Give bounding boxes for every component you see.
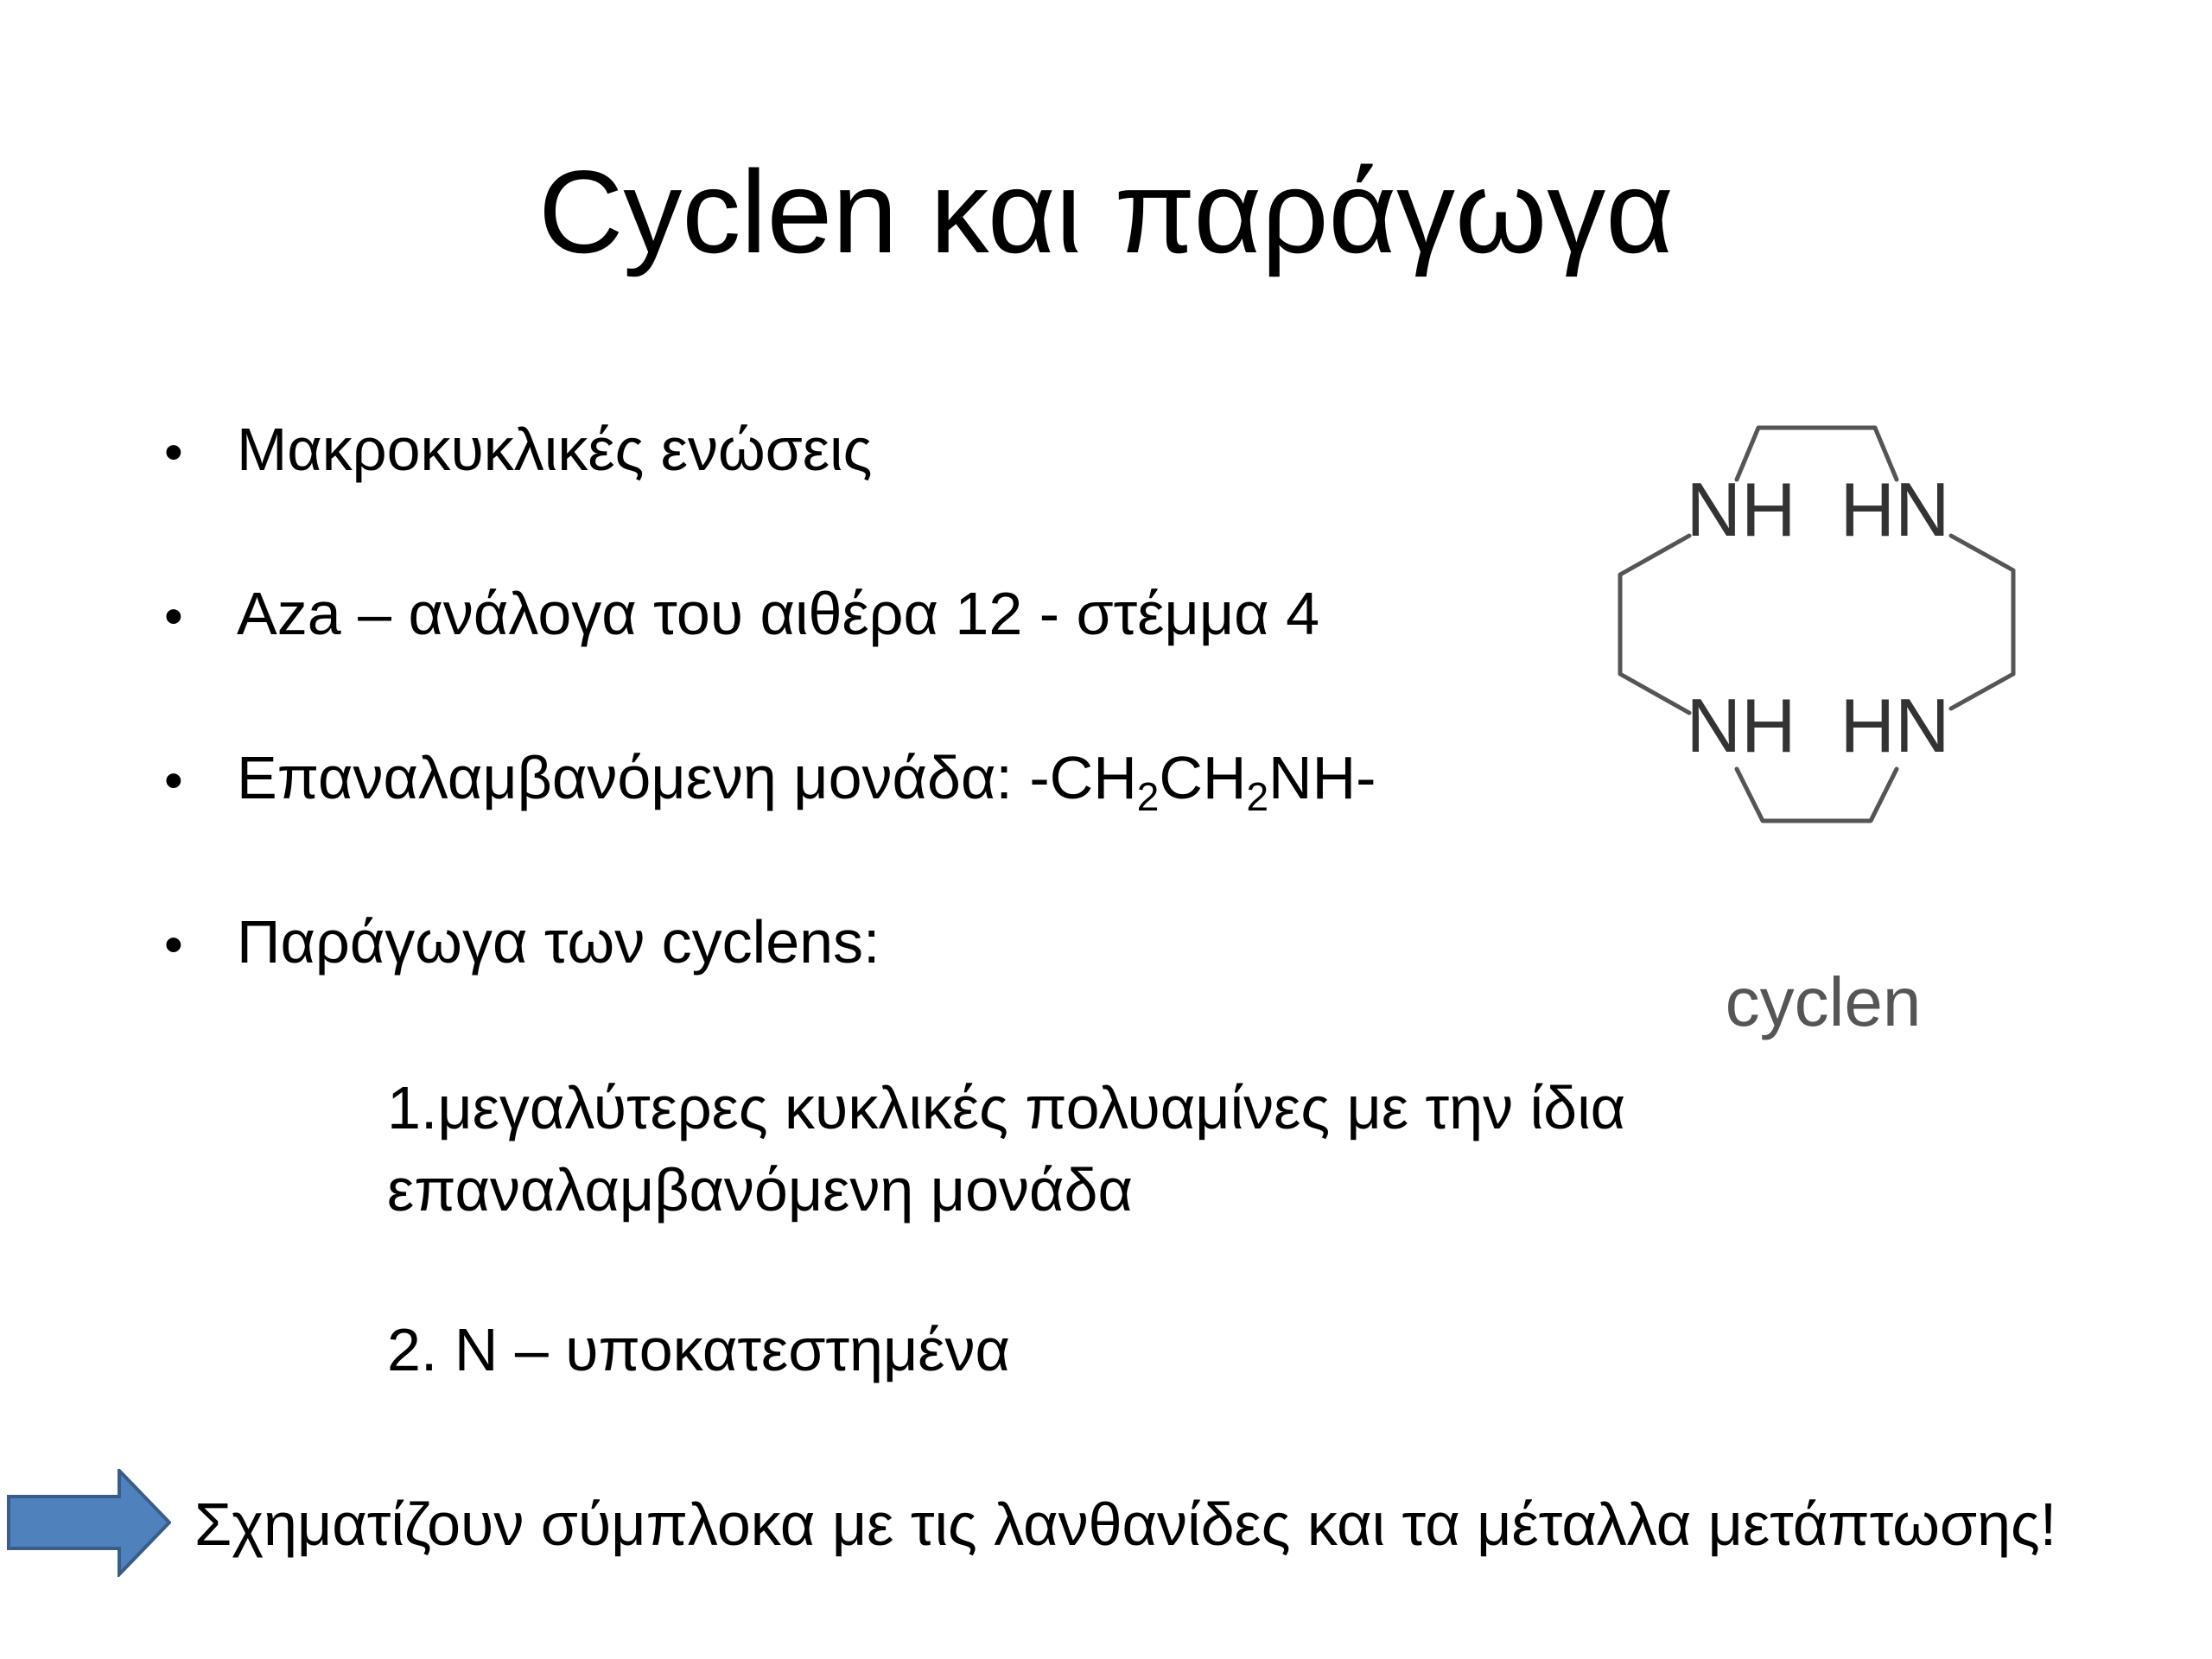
nitrogen-label-bottom-left: NH — [1686, 683, 1796, 768]
bullet-text: Παράγωγα των cyclens: — [237, 908, 880, 976]
bullet-cyclen-derivatives — [164, 903, 880, 984]
formula-subscript: 2 — [1136, 774, 1160, 819]
bond-right — [1951, 536, 2013, 709]
molecule-caption: cyclen — [1725, 963, 1922, 1040]
bullet-repeating-unit — [164, 739, 1376, 820]
bullet-text: Aza – ανάλογα του αιθέρα 12 - στέμμα 4 — [237, 580, 1320, 647]
bullet-glyph: • — [164, 751, 183, 810]
subitem-line: 1.μεγαλύτερες κυκλικές πολυαμίνες με την ίδια — [387, 1074, 1626, 1141]
bullet-text: Μακροκυκλικές ενώσεις — [237, 416, 873, 483]
formula-part: NH- — [1268, 744, 1376, 811]
formula-subscript: 2 — [1246, 774, 1269, 819]
slide-title: Cyclen και παράγωγα — [538, 146, 1674, 277]
nitrogen-label-top-left: NH — [1686, 467, 1796, 552]
cyclen-structure — [1607, 406, 2022, 847]
bullet-aza-analogs — [164, 575, 1319, 656]
bullet-macrocyclic — [164, 410, 872, 492]
conclusion-row — [0, 1469, 2212, 1581]
right-arrow-icon — [7, 1469, 171, 1577]
formula-part: CH — [1159, 744, 1247, 811]
subitem-line: 2. N – υποκατεστημένα — [387, 1316, 1010, 1383]
subitem-larger-polyamines — [387, 1067, 1625, 1231]
ring-bonds — [1620, 428, 2013, 821]
arrow-shape — [9, 1471, 169, 1574]
bullet-glyph: • — [164, 423, 183, 482]
subitem-line: επαναλαμβανόμενη μονάδα — [387, 1156, 1133, 1224]
bond-bottom — [1737, 769, 1897, 821]
nitrogen-label-top-right: HN — [1840, 467, 1950, 552]
bullet-glyph: • — [164, 587, 183, 646]
bond-left — [1620, 536, 1689, 713]
formula-part: -CH — [1029, 744, 1137, 811]
conclusion-text: Σχηματίζουν σύμπλοκα με τις λανθανίδες και τα μέταλλα μετάπτωσης! — [194, 1491, 2057, 1558]
nitrogen-label-bottom-right: HN — [1840, 683, 1950, 768]
bullet-text: Επαναλαμβανόμενη μονάδα: — [237, 744, 1030, 811]
bullet-glyph: • — [164, 915, 183, 975]
subitem-n-substituted — [387, 1309, 1010, 1391]
